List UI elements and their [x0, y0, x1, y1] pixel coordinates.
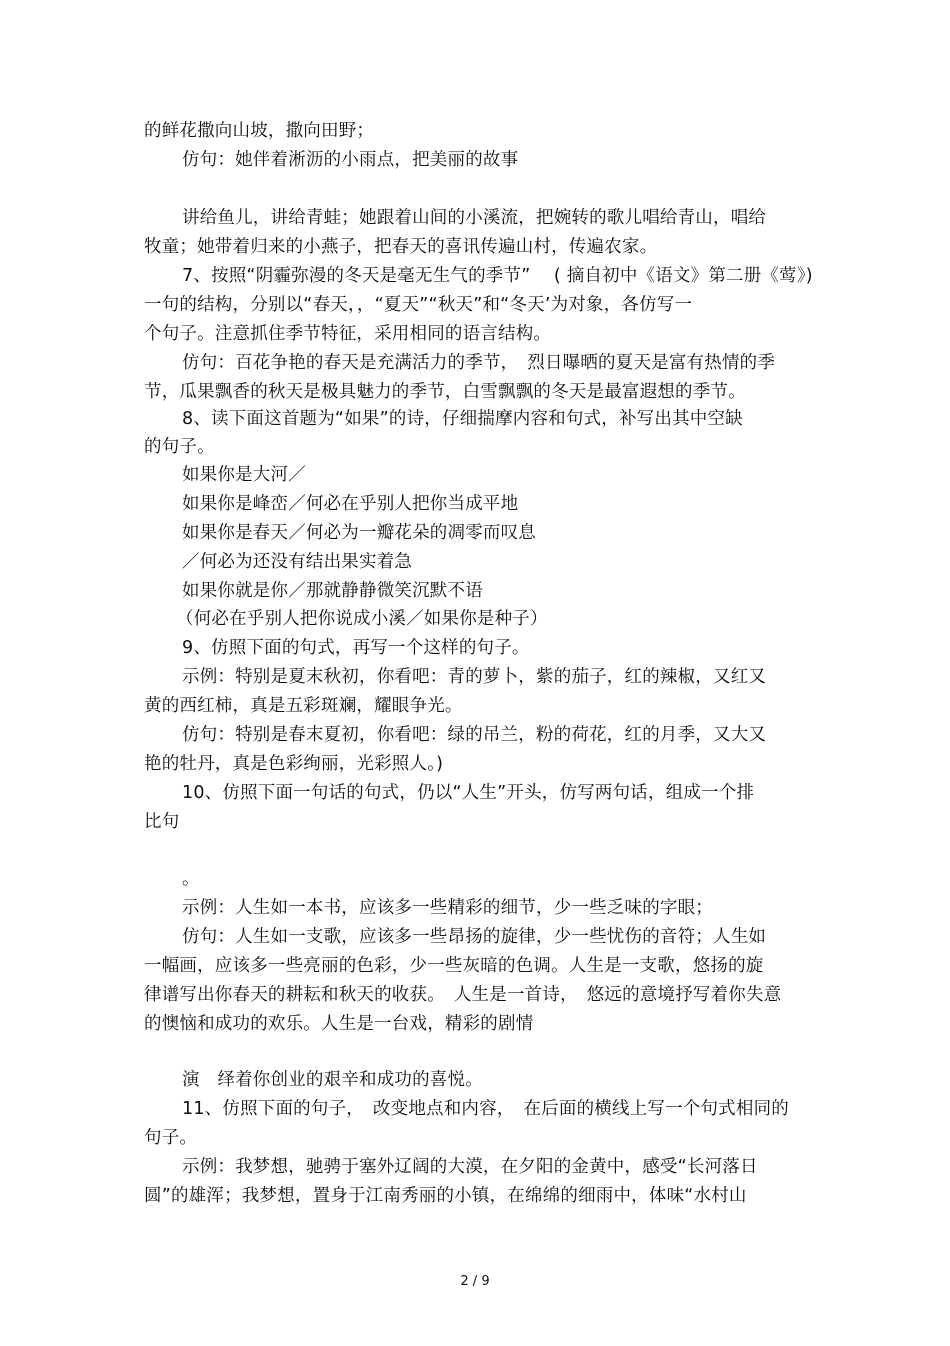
text-line: 。 [182, 869, 200, 889]
text-line: 句子。 [144, 1128, 198, 1148]
text-line: 仿句：百花争艳的春天是充满活力的季节， 烈日曝晒的夏天是富有热情的季 [182, 353, 776, 373]
text-line: ／何必为还没有结出果实着急 [182, 552, 413, 572]
text-line: 黄的西红柿，真是五彩斑斓，耀眼争光。 [144, 696, 463, 716]
text-line: 牧童；她带着归来的小燕子，把春天的喜讯传遍山村，传遍农家。 [144, 237, 658, 257]
text-line: 的鲜花撒向山坡，撒向田野； [144, 121, 375, 141]
text-line: 演 绎着你创业的艰辛和成功的喜悦。 [182, 1070, 483, 1090]
text-line: 示例：人生如一本书，应该多一些精彩的细节，少一些乏味的字眼； [182, 898, 713, 918]
text-line: 艳的牡丹，真是色彩绚丽，光彩照人。) [144, 754, 444, 774]
text-line: 一句的结构，分别以“春天，，“夏天”“秋天”和“冬天’为对象，各仿写一 [144, 295, 693, 315]
text-line: 仿句：人生如一支歌，应该多一些昂扬的旋律，少一些忧伤的音符；人生如 [182, 927, 767, 947]
text-line: 的懊恼和成功的欢乐。人生是一台戏，精彩的剧情 [144, 1014, 534, 1034]
text-line: 一幅画，应该多一些亮丽的色彩，少一些灰暗的色调。人生是一支歌，悠扬的旋 [144, 956, 764, 976]
text-line: 讲给鱼儿，讲给青蛙；她跟着山间的小溪流，把婉转的歌儿唱给青山，唱给 [182, 208, 767, 228]
text-line: 8、读下面这首题为“如果”的诗，仔细揣摩内容和句式，补写出其中空缺 [182, 409, 743, 429]
text-line: 仿句：特别是春末夏初，你看吧：绿的吊兰，粉的荷花，红的月季，又大又 [182, 725, 767, 745]
text-line: （何必在乎别人把你说成小溪／如果你是种子） [176, 609, 548, 629]
text-line: 9、仿照下面的句式，再写一个这样的句子。 [182, 638, 530, 658]
text-line: 的句子。 [144, 437, 215, 457]
text-line: 圆”的雄浑；我梦想，置身于江南秀丽的小镇，在绵绵的细雨中，体味“水村山 [144, 1186, 747, 1206]
text-line: 示例：特别是夏末秋初，你看吧：青的萝卜，紫的茄子，红的辣椒，又红又 [182, 667, 767, 687]
page-number: 2 / 9 [460, 1274, 490, 1289]
text-line: 如果你就是你／那就静静微笑沉默不语 [182, 581, 483, 601]
text-line: 仿句：她伴着淅沥的小雨点，把美丽的故事 [182, 150, 519, 170]
text-line: 7、按照“阴霾弥漫的冬天是毫无生气的季节” ( 摘自初中《语文》第二册《莺》) [182, 266, 813, 286]
text-line: 如果你是春天／何必为一瓣花朵的凋零而叹息 [182, 523, 536, 543]
text-line: 个句子。注意抓住季节特征，采用相同的语言结构。 [144, 324, 552, 344]
text-line: 比句 [144, 812, 180, 832]
text-line: 节，瓜果飘香的秋天是极具魅力的季节，白雪飘飘的冬天是最富遐想的季节。 [144, 382, 746, 402]
text-line: 律谱写出你春天的耕耘和秋天的收获。 人生是一首诗， 悠远的意境抒写着你失意 [144, 985, 782, 1005]
text-line: 如果你是峰峦／何必在乎别人把你当成平地 [182, 494, 519, 514]
text-line: 示例：我梦想，驰骋于塞外辽阔的大漠，在夕阳的金黄中，感受“长河落日 [182, 1157, 758, 1177]
text-line: 11、仿照下面的句子， 改变地点和内容， 在后面的横线上写一个句式相同的 [182, 1099, 789, 1119]
text-line: 如果你是大河／ [182, 465, 306, 485]
text-line: 10、仿照下面一句话的句式，仍以“人生”开头，仿写两句话，组成一个排 [182, 783, 755, 803]
